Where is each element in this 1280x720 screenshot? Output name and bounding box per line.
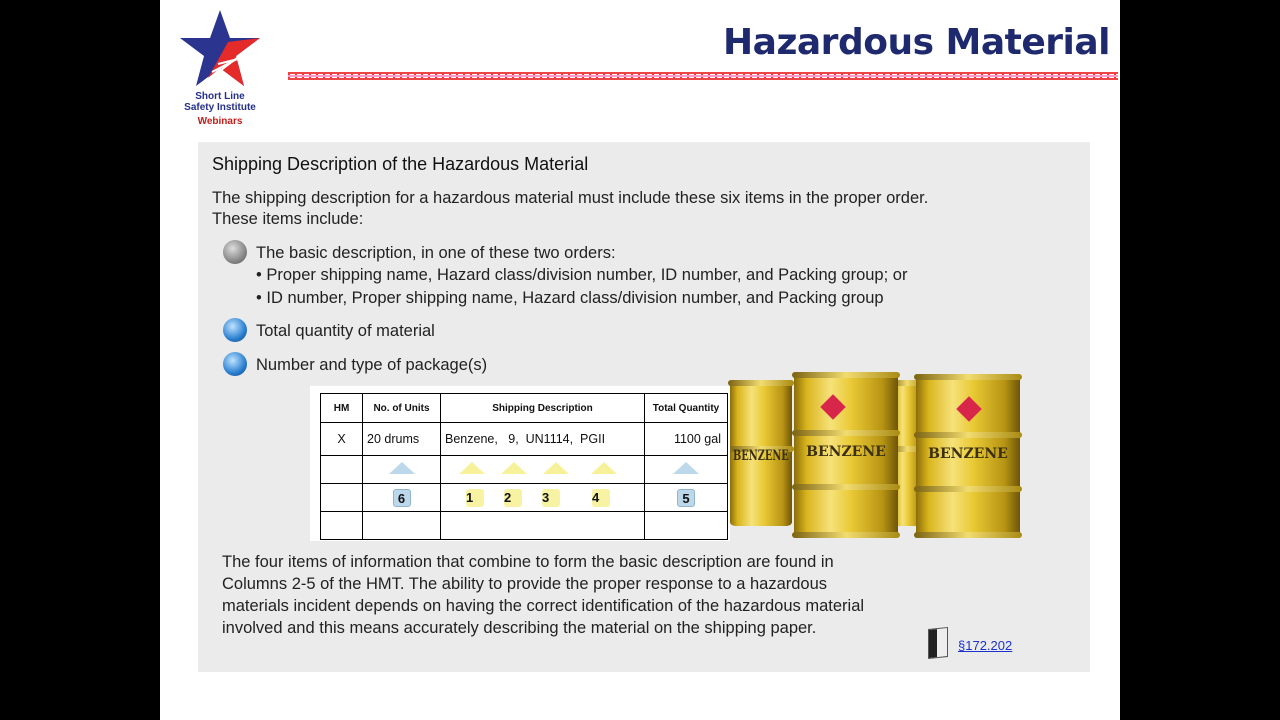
shipping-paper-table [310, 386, 730, 541]
bullet-icon [223, 318, 247, 342]
arrow-up-icon [389, 462, 415, 474]
star-logo-icon [178, 8, 263, 88]
drum-label: BENZENE [733, 448, 789, 464]
logo-text: Webinars [197, 116, 243, 127]
regulation-link[interactable]: §172.202 [958, 638, 1013, 653]
section-heading: Shipping Description of the Hazardous Material [212, 154, 589, 174]
paragraph-line: materials incident depends on having the correct identification of the hazardous material [222, 597, 865, 615]
railroad-track-divider [288, 72, 1118, 80]
logo-text: Short Line [195, 91, 245, 102]
item-packages: Number and type of package(s) [256, 356, 488, 374]
sub-item: • Proper shipping name, Hazard class/division number, ID number, and Packing group; or [256, 266, 908, 284]
marker-4: 4 [592, 489, 610, 507]
cell-quantity: 1100 gal [645, 423, 728, 456]
intro-line: These items include: [212, 210, 364, 228]
marker-5: 5 [677, 489, 695, 507]
cell-units: 20 drums [363, 423, 441, 456]
logo [178, 8, 270, 127]
book-icon [928, 627, 948, 659]
col-header: No. of Units [363, 394, 441, 423]
slide [160, 0, 1120, 720]
drum-label: BENZENE [806, 444, 886, 460]
col-header: Total Quantity [645, 394, 728, 423]
paragraph-line: involved and this means accurately describing the material on the shipping paper. [222, 619, 817, 637]
drum-label: BENZENE [928, 446, 1008, 462]
arrow-up-icon [501, 462, 527, 474]
marker-3: 3 [542, 489, 560, 507]
arrow-up-icon [459, 462, 485, 474]
item-basic-description: The basic description, in one of these two orders: [256, 244, 616, 262]
bullet-icon [223, 352, 247, 376]
item-total-quantity: Total quantity of material [256, 322, 435, 340]
arrow-up-icon [591, 462, 617, 474]
marker-6: 6 [393, 489, 411, 507]
sub-item: • ID number, Proper shipping name, Hazard class/division number, and Packing group [256, 289, 884, 307]
paragraph-line: Columns 2-5 of the HMT. The ability to provide the proper response to a hazardous [222, 575, 828, 593]
benzene-drums-image [730, 370, 1030, 542]
drum [916, 374, 1020, 538]
arrow-up-icon [673, 462, 699, 474]
drum [730, 380, 792, 526]
marker-1: 1 [466, 489, 484, 507]
cell-hm: X [321, 423, 363, 456]
col-header: Shipping Description [441, 394, 645, 423]
logo-text: Safety Institute [184, 102, 256, 113]
intro-line: The shipping description for a hazardous material must include these six items in the proper order. [212, 189, 929, 207]
content-panel [198, 142, 1090, 672]
bullet-icon [223, 240, 247, 264]
col-header: HM [321, 394, 363, 423]
cell-description: Benzene, 9, UN1114, PGII [441, 423, 645, 456]
slide-title: Hazardous Material [723, 22, 1110, 63]
marker-2: 2 [504, 489, 522, 507]
explanation-paragraph [222, 551, 922, 639]
paragraph-line: The four items of information that combine to form the basic description are found in [222, 553, 834, 571]
arrow-up-icon [543, 462, 569, 474]
drum [794, 372, 898, 538]
